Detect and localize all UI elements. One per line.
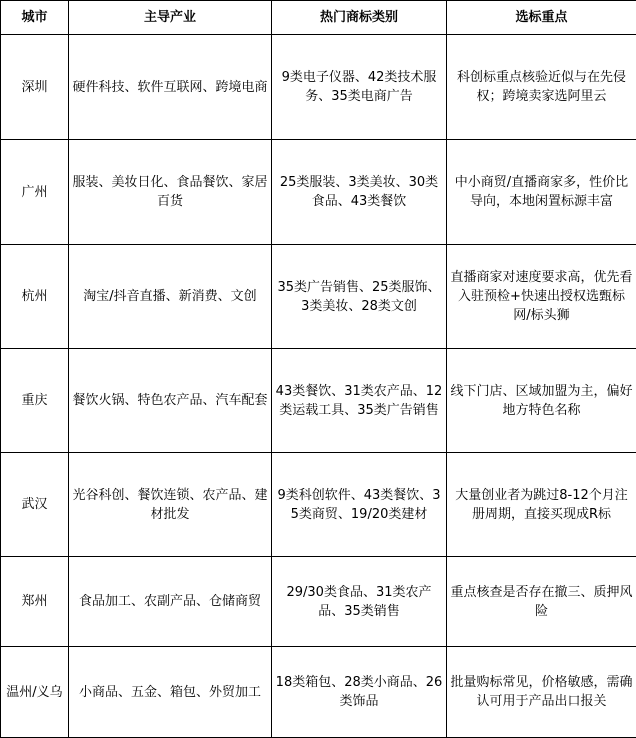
cell-classes: 18类箱包、28类小商品、26类饰品: [272, 647, 447, 738]
table-row: [1, 647, 636, 738]
cell-classes: 35类广告销售、25类服饰、3类美妆、28类文创: [272, 245, 447, 349]
cell-city: 杭州: [1, 245, 69, 349]
cell-focus: 线下门店、区域加盟为主，偏好地方特色名称: [447, 349, 636, 453]
cell-city: 武汉: [1, 453, 69, 557]
cell-industry: 硬件科技、软件互联网、跨境电商: [69, 35, 272, 140]
cell-classes: 9类科创软件、43类餐饮、35类商贸、19/20类建材: [272, 453, 447, 557]
cell-classes: 25类服装、3类美妆、30类食品、43类餐饮: [272, 140, 447, 245]
cell-city: 广州: [1, 140, 69, 245]
table-row: [1, 453, 636, 557]
table-header-row: [1, 1, 636, 35]
cell-focus: 科创标重点核验近似与在先侵权；跨境卖家选阿里云: [447, 35, 636, 140]
cell-focus: 批量购标常见，价格敏感，需确认可用于产品出口报关: [447, 647, 636, 738]
table-row: [1, 35, 636, 140]
cell-industry: 餐饮火锅、特色农产品、汽车配套: [69, 349, 272, 453]
cell-industry: 服装、美妆日化、食品餐饮、家居百货: [69, 140, 272, 245]
cell-city: 深圳: [1, 35, 69, 140]
cell-classes: 9类电子仪器、42类技术服务、35类电商广告: [272, 35, 447, 140]
cell-focus: 中小商贸/直播商家多，性价比导向，本地闲置标源丰富: [447, 140, 636, 245]
table-row: [1, 349, 636, 453]
table-row: [1, 140, 636, 245]
cell-city: 郑州: [1, 557, 69, 647]
cell-industry: 食品加工、农副产品、仓储商贸: [69, 557, 272, 647]
header-city: 城市: [1, 1, 69, 35]
header-industry: 主导产业: [69, 1, 272, 35]
cell-focus: 重点核查是否存在撤三、质押风险: [447, 557, 636, 647]
cell-city: 温州/义乌: [1, 647, 69, 738]
table-row: [1, 245, 636, 349]
cell-industry: 淘宝/抖音直播、新消费、文创: [69, 245, 272, 349]
cell-classes: 29/30类食品、31类农产品、35类销售: [272, 557, 447, 647]
cell-focus: 大量创业者为跳过8-12个月注册周期，直接买现成R标: [447, 453, 636, 557]
header-classes: 热门商标类别: [272, 1, 447, 35]
table-row: [1, 557, 636, 647]
cell-focus: 直播商家对速度要求高，优先看入驻预检+快速出授权选甄标网/标头狮: [447, 245, 636, 349]
header-focus: 选标重点: [447, 1, 636, 35]
cell-industry: 光谷科创、餐饮连锁、农产品、建材批发: [69, 453, 272, 557]
cell-city: 重庆: [1, 349, 69, 453]
cell-industry: 小商品、五金、箱包、外贸加工: [69, 647, 272, 738]
cell-classes: 43类餐饮、31类农产品、12类运载工具、35类广告销售: [272, 349, 447, 453]
